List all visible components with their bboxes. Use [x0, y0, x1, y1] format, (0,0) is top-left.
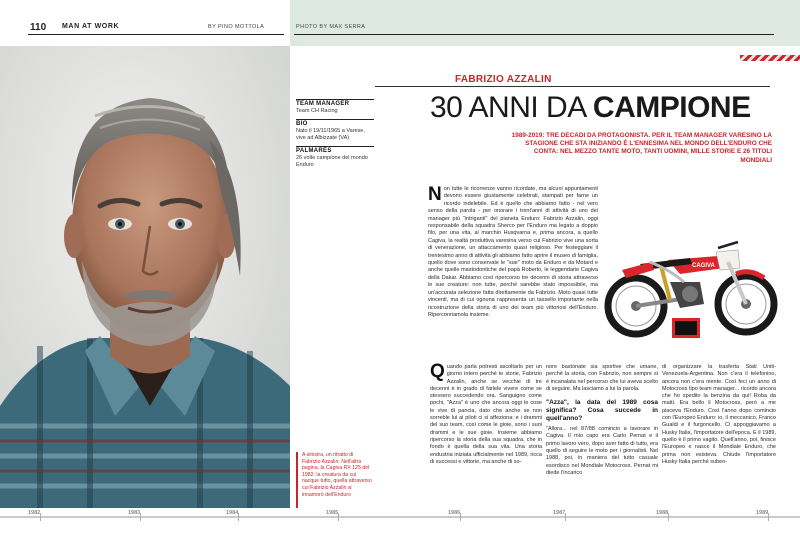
timeline-year-1984: 1984 [226, 510, 239, 516]
timeline-year-1985: 1985 [326, 510, 339, 516]
info-label-palmares: PALMARÈS [296, 146, 374, 155]
intro-text: on tutte le ricorrenze vanno ricordate, ma alcuni appuntamenti devono essere giustamente celebrati, stampati per farne un ricordo indelebile. Ed è quello che abbiamo fatto - nel vero senso della parola - per onorare i trent'anni di attività di uno dei manager più "intriganti" del pianeta Enduro: Fabrizio Azzalin, oggi responsabile della squadra Sherco per l'Enduro ma legato a doppio filo, per una vita, al marchio Husqvarna e, prima ancora, a quello Cagiva, la realtà produttiva varesina verso cui Fabrizio vive una sorta di venerazione, un attaccamento quasi religioso. Per festeggiare il trentesimo anno di attività gli abbiamo fatto aprire il museo di famiglia, quello dove sono conservate le "sue" moto da Enduro e da Motard e anche quelle mastodontiche del papà Roberto, le leggendarie Cagiva della Dakar. Abbiamo così ripercorso tre decenni di storia attraverso le sue creature: non tutte, perché sarebbe stato impossibile, ma un'accurata selezione fatta direttamente da Fabrizio. Moto quasi tutte vincenti, ma di cui ognuna rappresenta un tassello importante nella ricostruzione della storia di uno dei team più vittoriosi dell'Enduro. Riperconriamola insieme. [428, 186, 598, 318]
caption-accent-bar [296, 452, 298, 508]
intro-paragraph [428, 186, 598, 319]
col2-text-b: "Allora... nel 87/88 comincio a lavorare in Cagiva. Il mio capo era Carlo Pernat e il primo lavoro vero, dopo aver fatto di tutto, era quello di seguire le moto per i giornalisti. Nel 1988, poi, in maniera del tutto casuale esordisco nel Mondiale Motocross. Pernat mi diede l'incarico [546, 426, 658, 476]
article-deck: 1989-2019: TRE DECADI DA PROTAGONISTA. PER IL TEAM MANAGER VARESINO LA STAGIONE CHE STA INIZIANDO È L'ENNESIMA NEL MONDO DELL'ENDURO CHE CONTA: NEL MEZZO TANTE MOTO, TANTI UOMINI, MILLE STORIE E 26 TITOLI MONDIALI [511, 132, 772, 164]
article-title [430, 92, 751, 124]
info-value-bio: Nato il 19/11/1965 a Varese, vive ad Albizzate (VA) [296, 128, 365, 141]
header-right [290, 0, 800, 46]
col2-text-a: nore bastonate sia sportive che umane, perché la storia, con Fabrizio, non sempre si è incanalata nel percorso che lui aveva scelto di seguire. Ma lasciamo a lui la parola. [546, 364, 658, 392]
interview-question: "Azza", la data del 1989 cosa significa? Cosa succede in quell'anno? [546, 399, 658, 423]
timeline-year-1989: 1989 [756, 510, 769, 516]
info-label-bio: BIO [296, 119, 374, 128]
timeline-year-1982: 1982 [28, 510, 41, 516]
title-thin: 30 ANNI DA [430, 91, 593, 124]
info-value-palmares: 26 volte campione del mondo Enduro [296, 155, 368, 168]
timeline-year-1983: 1983 [128, 510, 141, 516]
body-column-3: di organizzare la trasferta Stati Uniti-Venezuela-Argentina. Non c'era il telefonino, ancora non c'era niente. Così feci un anno di Motocross tipo team manager... ricordo ancora che ho spedito la benzina da qui! Roba da matti. Era bello il Motocross, però a me piaceva l'Enduro. Così l'anno dopo comincio con l'Europeo Enduro: io, il meccanico, Franco Gualdi e il furgoncello. Ci appoggiavamo a Husky Italia, l'importatore dell'epoca. E il 1989, quello è il primo vagito. Quell'anno, poi, finisce l'Europeo e nasce il Mondiale Enduro, che prima non esisteva. Chiude l'importatore Husky Italia perché suben- [662, 364, 776, 465]
title-rule [375, 86, 770, 87]
tank-logo-cagiva: CAGIVA [692, 263, 715, 269]
page-number: 110 [30, 22, 47, 33]
portrait-illustration [0, 46, 290, 508]
header-rule-right [294, 34, 774, 35]
info-value-role: Team CH Racing [296, 108, 338, 114]
decorative-stripe [740, 55, 800, 61]
motorbike-image [600, 222, 780, 340]
portrait-photo [0, 46, 290, 508]
timeline-year-1987: 1987 [553, 510, 566, 516]
col1-text: uando parla potresti ascoltarlo per un giorno intero perché le storie, Fabrizio Azzalin, anche se vecchie di tre decenni è in grado di farlele vivere come se stessero succedendo ora. Sanguigno come pochi, "Azza" è uno che ancora oggi le cose le vive di pancia, dato che anche se non sorreble lui ai piloti ci si affeziona: e i drammi del suo team, così come le gioie, sono i suoi drammi e le sue gioie. Insieme abbiamo ripercorso la storia della sua squadra, che in fondo è quella della sua vita. Una storia endustria iniziata ufficialmente nel 1989, ricca di successi e vittorie, ma anche di so- [430, 364, 542, 465]
timeline-year-1986: 1986 [448, 510, 461, 516]
byline: BY PINO MOTTOLA [208, 24, 265, 30]
body-column-1 [430, 361, 542, 466]
info-sidebar [296, 96, 374, 173]
photo-caption: A sinistra, un ritratto di Fabrizio Azzalin. Nell'altra pagina, la Cagiva RX 125 del 1982: la creatura da cui nacque tutto, quella attraverso cui Fabrizio Azzalin si innamorò dell'Enduro [302, 452, 372, 498]
photo-credit: PHOTO BY MAX SERRA [296, 24, 366, 30]
title-bold: CAMPIONE [592, 91, 751, 124]
col1-drop-cap: Q [430, 361, 445, 382]
body-column-2 [546, 364, 658, 477]
intro-drop-cap: N [428, 184, 442, 205]
article-kicker: FABRIZIO AZZALIN [455, 74, 552, 85]
header-rule-left [28, 34, 284, 35]
timeline-year-1988: 1988 [656, 510, 669, 516]
section-label: MAN AT WORK [62, 23, 120, 30]
timeline-line [0, 516, 800, 518]
timeline-bar [0, 508, 800, 540]
info-label-role: TEAM MANAGER [296, 99, 374, 108]
